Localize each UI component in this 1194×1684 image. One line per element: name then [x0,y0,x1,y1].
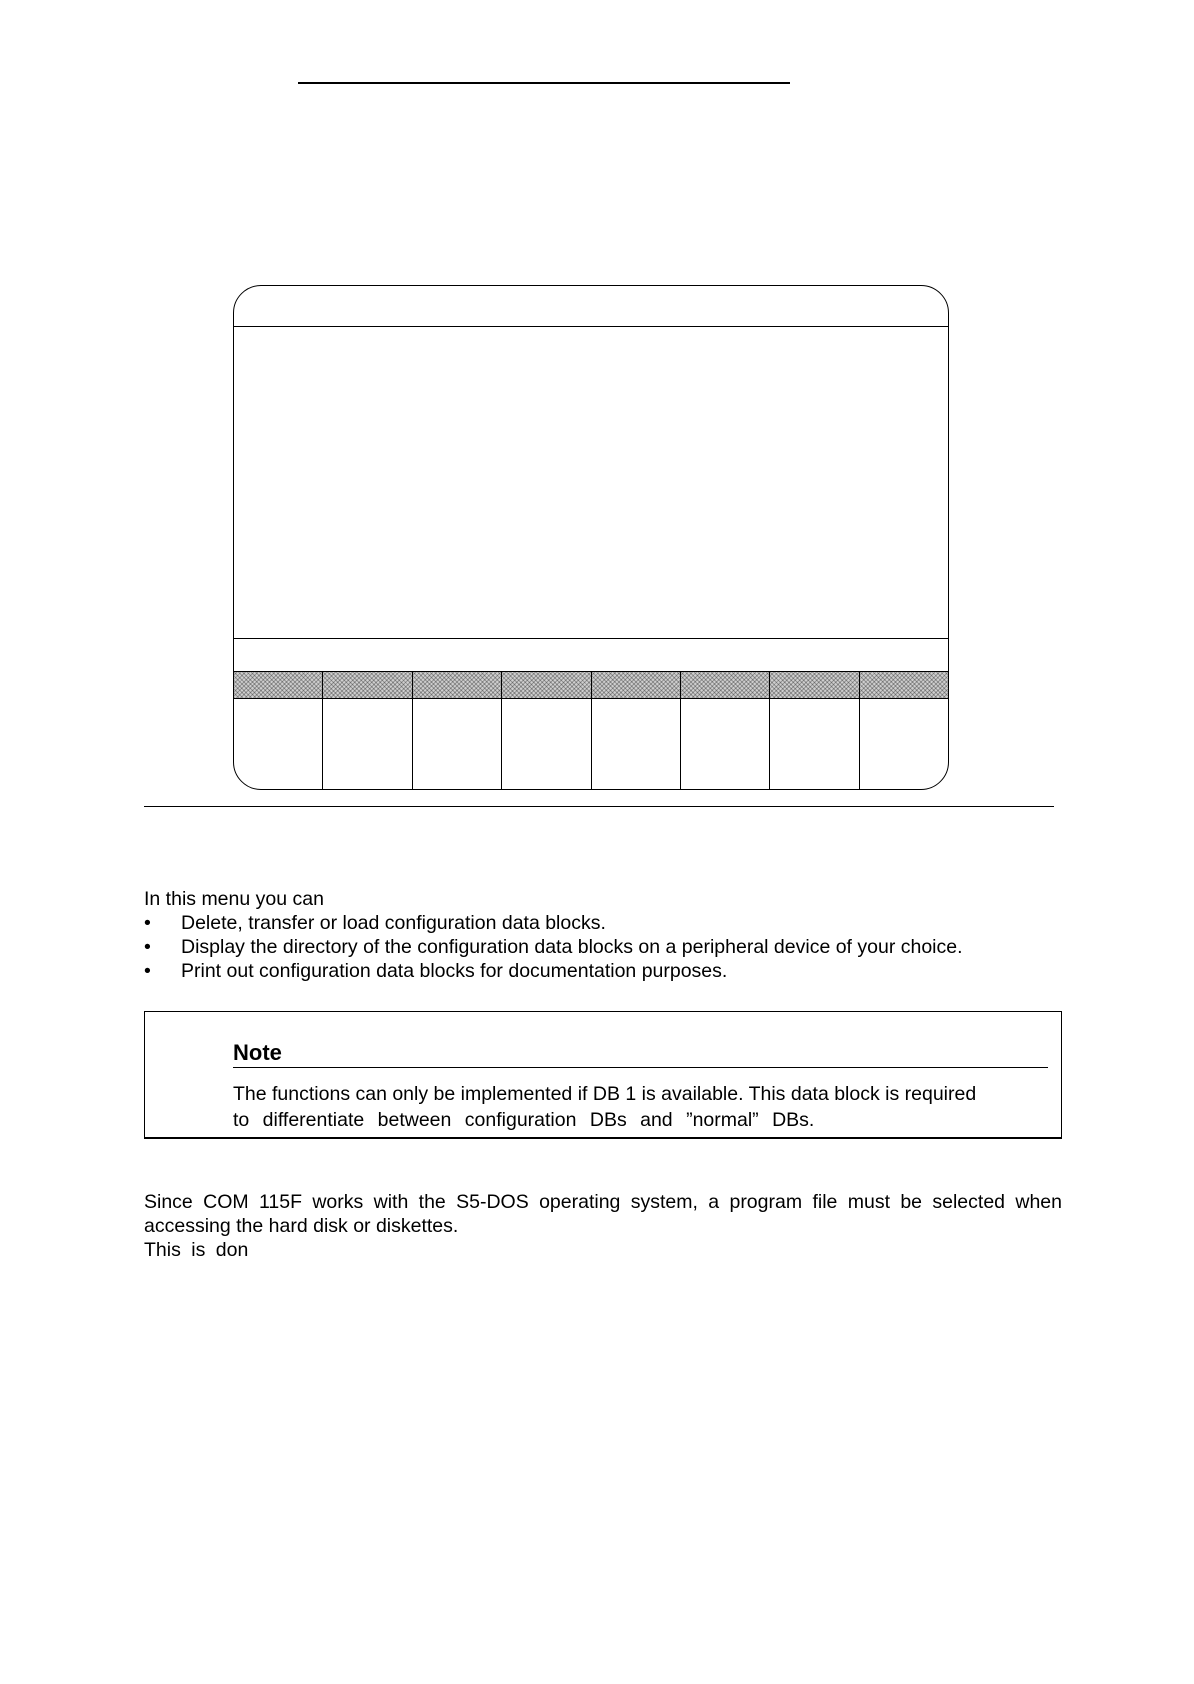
body-paragraph: Since COM 115F works with the S5-DOS operating system, a program file must be selected when accessing the hard disk or diskettes. [144,1191,1062,1237]
bullet-marker: • [144,936,151,958]
screen-header-bar [234,286,948,327]
screen-body-area [234,327,948,638]
softkey-strip-cell [681,672,770,698]
softkey-f1 [234,698,323,789]
list-item-text: Display the directory of the configuration data blocks on a peripheral device of your choice. [181,936,963,958]
softkey-row [234,698,948,789]
softkey-strip-cell [770,672,859,698]
screen-message-line [234,638,948,672]
bullet-marker: • [144,912,151,934]
softkey-f2 [323,698,412,789]
header-rule [298,82,790,84]
list-item [144,911,1062,935]
truncated-line: This is don [144,1239,249,1261]
softkey-f8 [860,698,948,789]
intro-text: In this menu you can [144,888,324,910]
list-item [144,959,1062,983]
screen-frame-illustration [233,285,949,790]
softkey-f4 [502,698,591,789]
note-line-1: The functions can only be implemented if DB 1 is available. This data block is required [233,1083,977,1105]
softkey-f5 [592,698,681,789]
softkey-strip-cell [413,672,502,698]
softkey-strip-cell [860,672,948,698]
softkey-strip-cell [323,672,412,698]
list-item-text: Delete, transfer or load configuration data blocks. [181,912,606,934]
note-line-2: to differentiate between configuration DBs and ”normal” DBs. [233,1109,815,1131]
list-item [144,935,1062,959]
list-item-text: Print out configuration data blocks for documentation purposes. [181,960,728,982]
softkey-strip-cell [502,672,591,698]
note-title: Note [233,1040,1048,1068]
softkey-f7 [770,698,859,789]
function-list [144,911,1062,983]
note-box [144,1011,1062,1139]
note-text [233,1081,1048,1133]
bullet-marker: • [144,960,151,982]
softkey-strip [234,671,948,699]
softkey-strip-cell [592,672,681,698]
softkey-f3 [413,698,502,789]
softkey-strip-cell [234,672,323,698]
softkey-f6 [681,698,770,789]
figure-bottom-rule [144,806,1054,807]
